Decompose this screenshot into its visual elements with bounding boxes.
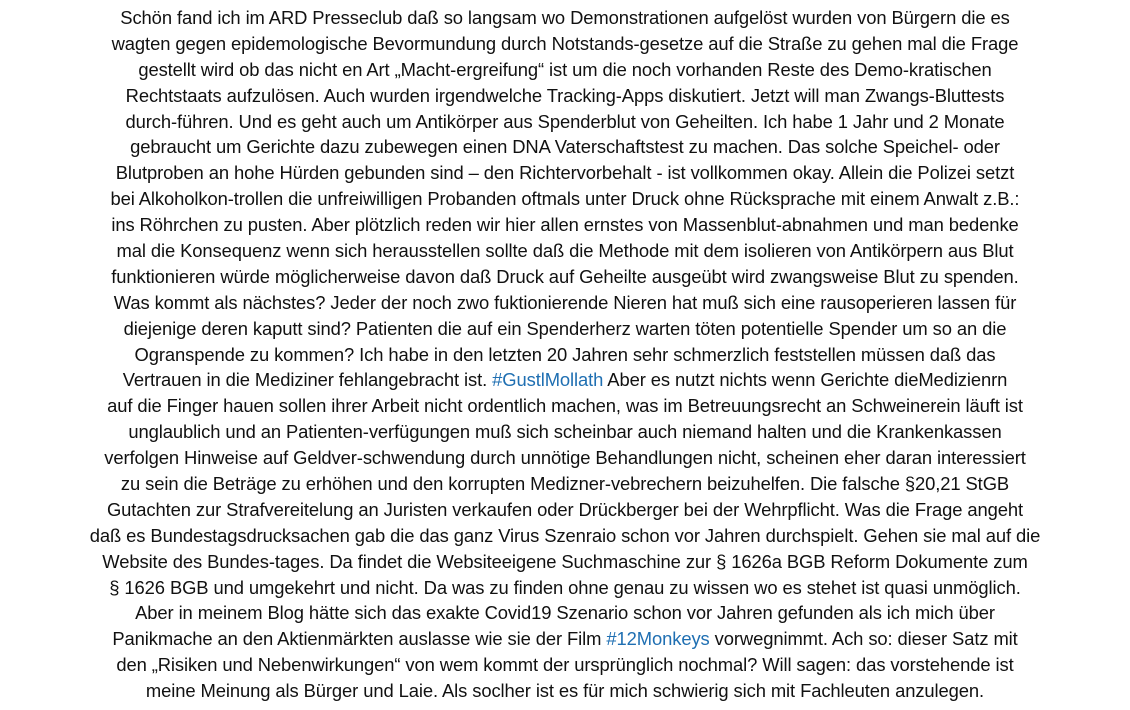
- text-line: Was kommt als nächstes? Jeder der noch zwo fuktionierende Nieren hat muß sich eine rausoperieren lassen für: [113, 291, 1017, 313]
- text-line: ins Röhrchen zu pusten. Aber plötzlich reden wir hier allen ernstes von Massenblut-abnahmen und man bedenke: [111, 214, 1019, 236]
- text-line: wagten gegen epidemologische Bevormundung durch Notstands-gesetze auf die Straße zu gehen mal die Frage: [111, 32, 1019, 54]
- text-line: Rechtstaats aufzulösen. Auch wurden irgendwelche Tracking-Apps diskutiert. Jetzt will man Zwangs-Bluttests: [125, 84, 1005, 106]
- text-line: Gutachten zur Strafvereitelung an Juristen verkaufen oder Drückberger bei der Wehrpflicht. Was die Frage angeht: [106, 498, 1024, 520]
- text-line: meine Meinung als Bürger und Laie. Als soclher ist es für mich schwierig sich mit Fachleuten anzulegen.: [145, 680, 985, 702]
- text-line: mal die Konsequenz wenn sich herausstellen sollte daß die Methode mit dem isolieren von Antikörpern aus Blut: [116, 240, 1014, 262]
- text-line: diejenige deren kaputt sind? Patienten die auf ein Spenderherz warten töten potentielle Spender um so an die: [123, 317, 1007, 339]
- text-line-with-hashtag: [0, 626, 1130, 652]
- text-line: Blutproben an hohe Hürden gebunden sind – den Richtervorbehalt - ist vollkommen okay. Allein die Polizei setzt: [115, 162, 1015, 184]
- text-line: zu sein die Beträge zu erhöhen und den korrupten Medizner-vebrechern beizuhelfen. Die falsche §20,21 StGB: [120, 473, 1010, 495]
- hashtag-12monkeys-link[interactable]: #12Monkeys: [606, 628, 710, 650]
- text-line: funktionieren würde möglicherweise davon daß Druck auf Geheilte ausgeübt wird zwangsweise Blut zu spenden.: [111, 265, 1019, 287]
- text-line-with-hashtag: [0, 367, 1130, 393]
- line-text-before: Panikmache an den Aktienmärkten auslasse wie sie der Film: [112, 628, 607, 650]
- line-text-before: Vertrauen in die Mediziner fehlangebracht ist.: [122, 369, 493, 391]
- line-text-after: vorwegnimmt. Ach so: dieser Satz mit: [709, 628, 1018, 650]
- text-line: Schön fand ich im ARD Presseclub daß so langsam wo Demonstrationen aufgelöst wurden von Bürgern die es: [120, 7, 1010, 28]
- text-line: § 1626 BGB und umgekehrt und nicht. Da was zu finden ohne genau zu wissen wo es stehet ist quasi unmöglich.: [109, 576, 1021, 598]
- text-line: auf die Finger hauen sollen ihrer Arbeit nicht ordentlich machen, was im Betreuungsrecht an Schweinerein läuft ist: [107, 395, 1023, 417]
- text-line: den „Risiken und Nebenwirkungen“ von wem kommt der ursprünglich nochmal? Will sagen: das vorstehende ist: [116, 654, 1014, 676]
- text-line: Ogranspende zu kommen? Ich habe in den letzten 20 Jahren sehr schmerzlich feststellen müssen daß das: [134, 343, 996, 365]
- line-text-after: Aber es nutzt nichts wenn Gerichte dieMedizienrn: [603, 369, 1008, 391]
- text-line: Aber in meinem Blog hätte sich das exakte Covid19 Szenario schon vor Jahren gefunden als ich mich über: [135, 602, 995, 624]
- hashtag-gustlmollath-link[interactable]: #GustlMollath: [492, 369, 604, 391]
- text-line: gestellt wird ob das nicht en Art „Macht-ergreifung“ ist um die noch vorhanden Reste des Demo-kratischen: [138, 58, 992, 80]
- text-line: verfolgen Hinweise auf Geldver-schwendung durch unnötige Behandlungen nicht, scheinen eher daran interessiert: [104, 447, 1026, 469]
- text-line: Website des Bundes-tages. Da findet die Websiteeigene Suchmaschine zur § 1626a BGB Reform Dokumente zum: [102, 550, 1028, 572]
- text-line: unglaublich und an Patienten-verfügungen muß sich scheinbar auch niemand halten und die Krankenkassen: [128, 421, 1002, 443]
- text-line: daß es Bundestagsdrucksachen gab die das ganz Virus Szenraio schon vor Jahren durchspielt. Gehen sie mal auf die: [89, 524, 1041, 546]
- text-line: gebraucht um Gerichte dazu zubewegen einen DNA Vaterschaftstest zu machen. Das solche Speichel- oder: [130, 136, 1000, 158]
- text-line: bei Alkoholkon-trollen die unfreiwilligen Probanden oftmals unter Druck ohne Rücksprache mit einem Anwalt z.B.:: [110, 188, 1020, 210]
- text-line: durch-führen. Und es geht auch um Antikörper aus Spenderblut von Geheilten. Ich habe 1 Jahr und 2 Monate: [125, 110, 1005, 132]
